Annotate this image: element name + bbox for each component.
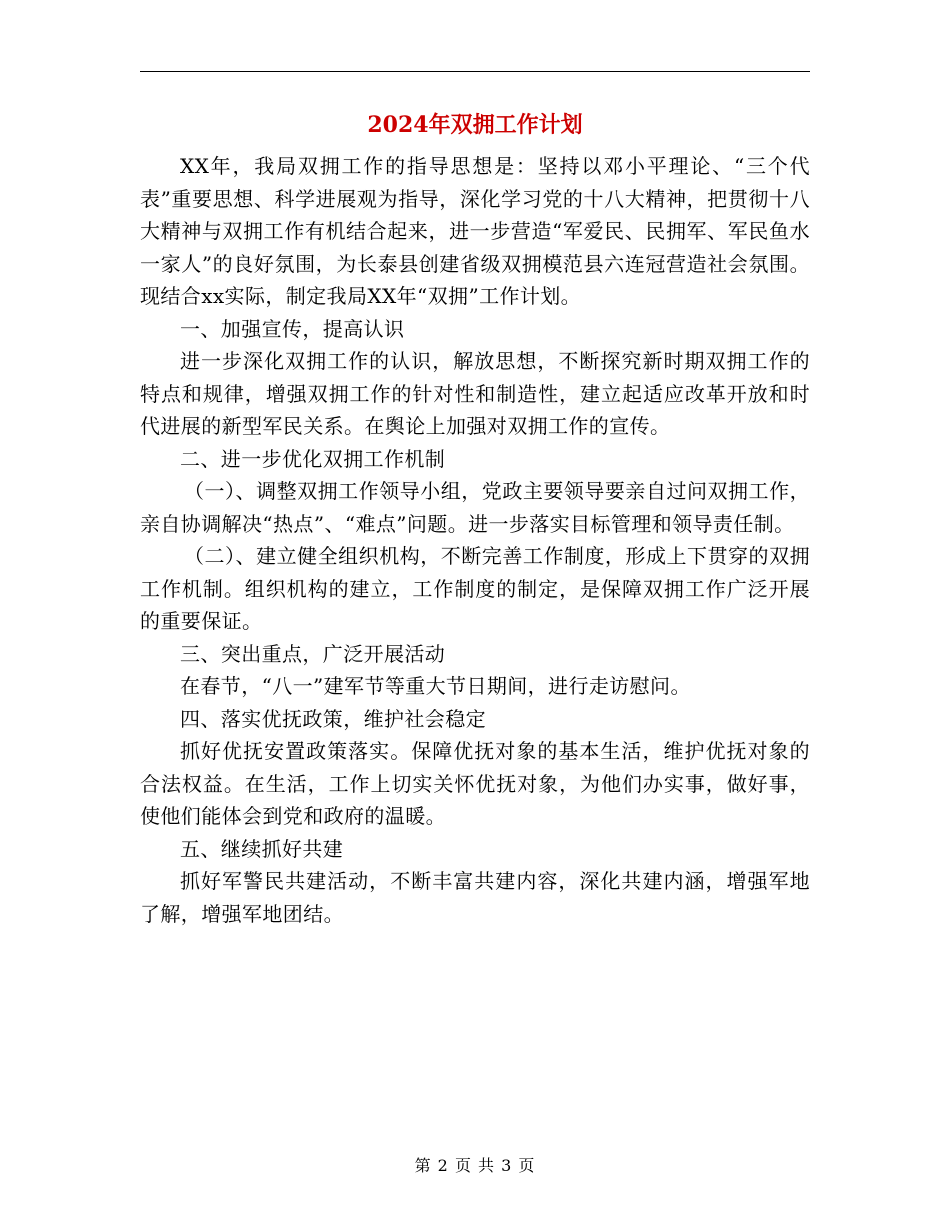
paragraph-subsection-1: （一）、调整双拥工作领导小组，党政主要领导要亲自过问双拥工作，亲自协调解决“热点”、“难点”问题。进一步落实目标管理和领导责任制。 [140,479,810,536]
paragraph-section-4: 抓好优抚安置政策落实。保障优抚对象的基本生活，维护优抚对象的合法权益。在生活，工作上切实关怀优抚对象，为他们办实事，做好事，使他们能体会到党和政府的温暖。 [140,739,810,828]
paragraph-section-5: 抓好军警民共建活动，不断丰富共建内容，深化共建内涵，增强军地了解，增强军地团结。 [140,869,810,926]
paragraph-intro: XX年，我局双拥工作的指导思想是：坚持以邓小平理论、“三个代表”重要思想、科学进展观为指导，深化学习党的十八大精神，把贯彻十八大精神与双拥工作有机结合起来，进一步营造“军爱民、民拥军、军民鱼水一家人”的良好氛围，为长泰县创建省级双拥模范县六连冠营造社会氛围。现结合xx实际，制定我局XX年“双拥”工作计划。 [140,154,810,308]
section-heading-2: 二、进一步优化双拥工作机制 [180,446,446,471]
paragraph-subsection-2: （二）、建立健全组织机构，不断完善工作制度，形成上下贯穿的双拥工作机制。组织机构的建立，工作制度的制定，是保障双拥工作广泛开展的重要保证。 [140,544,810,633]
section-heading-3: 三、突出重点，广泛开展活动 [180,641,446,666]
document-title: 2024年双拥工作计划 [367,112,583,138]
page-number-footer: 第 2 页 共 3 页 [414,1156,536,1175]
section-heading-1: 一、加强宣传，提高认识 [180,316,405,341]
paragraph-section-1: 进一步深化双拥工作的认识，解放思想，不断探究新时期双拥工作的特点和规律，增强双拥工作的针对性和制造性，建立起适应改革开放和时代进展的新型军民关系。在舆论上加强对双拥工作的宣传。 [140,349,810,438]
section-heading-5: 五、继续抓好共建 [180,836,344,861]
section-heading-4: 四、落实优抚政策，维护社会稳定 [180,706,486,731]
paragraph-section-3: 在春节，“八一”建军节等重大节日期间，进行走访慰问。 [180,674,691,698]
header-rule [140,71,810,72]
document-body [140,150,810,930]
